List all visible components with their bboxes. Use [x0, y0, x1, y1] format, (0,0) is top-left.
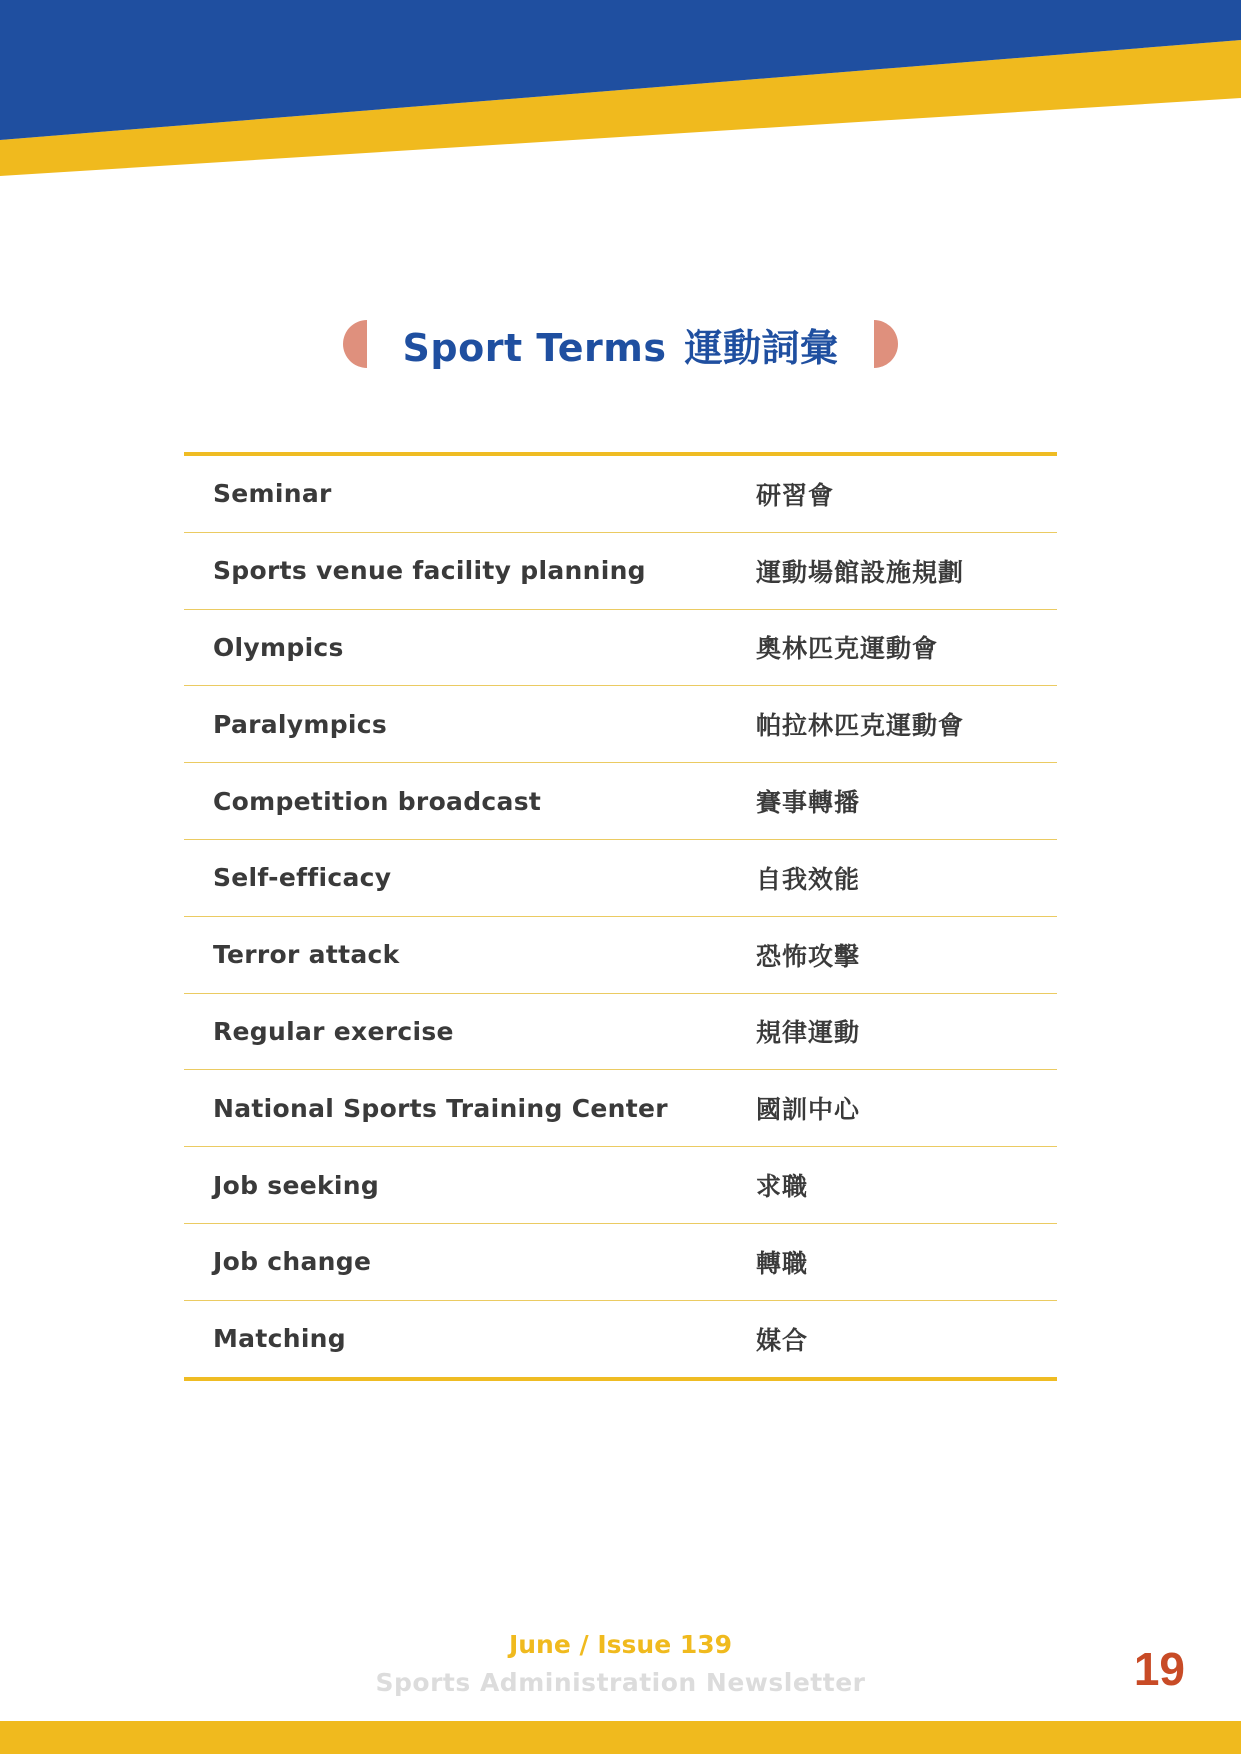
page-number: 19: [1133, 1643, 1185, 1695]
term-english: Sports venue facility planning: [184, 532, 727, 609]
term-english: National Sports Training Center: [184, 1070, 727, 1147]
page-title: [0, 316, 1241, 372]
term-row: [184, 993, 1057, 1070]
term-english: Paralympics: [184, 686, 727, 763]
term-row: [184, 609, 1057, 686]
title-english: Sport Terms: [402, 325, 667, 370]
term-row: [184, 1147, 1057, 1224]
term-chinese: 媒合: [727, 1300, 1057, 1378]
title-text: [403, 317, 839, 372]
title-chinese: 運動詞彙: [684, 325, 839, 370]
issue-label: June / Issue 139: [508, 1630, 733, 1659]
term-chinese: 規律運動: [727, 993, 1057, 1070]
term-row: [184, 1300, 1057, 1378]
term-english: Seminar: [184, 454, 727, 532]
term-english: Olympics: [184, 609, 727, 686]
term-english: Terror attack: [184, 916, 727, 993]
term-english: Job seeking: [184, 1147, 727, 1224]
term-row: [184, 916, 1057, 993]
term-row: [184, 839, 1057, 916]
term-chinese: 國訓中心: [727, 1070, 1057, 1147]
header-banner: [0, 0, 1241, 180]
term-chinese: 奧林匹克運動會: [727, 609, 1057, 686]
term-chinese: 賽事轉播: [727, 763, 1057, 840]
term-row: [184, 532, 1057, 609]
term-row: [184, 763, 1057, 840]
terms-table: [184, 452, 1057, 1381]
title-left-ornament: [343, 320, 367, 368]
term-row: [184, 1223, 1057, 1300]
publication-name: Sports Administration Newsletter: [375, 1668, 866, 1697]
term-chinese: 求職: [727, 1147, 1057, 1224]
footer-bar: [0, 1721, 1241, 1754]
term-chinese: 帕拉林匹克運動會: [727, 686, 1057, 763]
term-row: [184, 1070, 1057, 1147]
term-chinese: 運動場館設施規劃: [727, 532, 1057, 609]
term-chinese: 自我效能: [727, 839, 1057, 916]
term-chinese: 恐怖攻擊: [727, 916, 1057, 993]
term-english: Self-efficacy: [184, 839, 727, 916]
term-chinese: 轉職: [727, 1223, 1057, 1300]
term-english: Job change: [184, 1223, 727, 1300]
term-chinese: 研習會: [727, 454, 1057, 532]
term-english: Matching: [184, 1300, 727, 1378]
term-row: [184, 454, 1057, 532]
term-english: Competition broadcast: [184, 763, 727, 840]
term-english: Regular exercise: [184, 993, 727, 1070]
title-right-ornament: [874, 320, 898, 368]
term-row: [184, 686, 1057, 763]
